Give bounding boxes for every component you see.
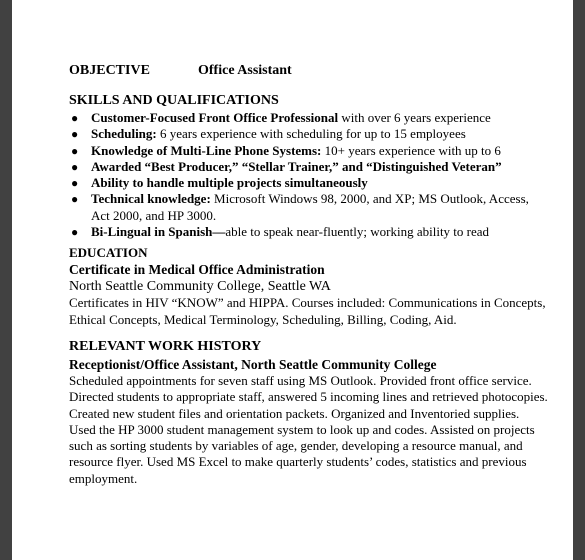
skill-text: Microsoft Windows 98, 2000, and XP; MS Outlook, Access, Act 2000, and HP 3000. — [91, 191, 529, 223]
list-item — [69, 191, 549, 224]
work-position: Receptionist/Office Assistant, North Seattle Community College — [69, 356, 437, 372]
list-item — [69, 159, 549, 175]
skills-heading: SKILLS AND QUALIFICATIONS — [69, 93, 279, 108]
education-heading: EDUCATION — [69, 245, 148, 261]
education-section — [69, 244, 549, 328]
list-item — [69, 126, 549, 142]
skills-list — [69, 110, 549, 240]
resume-content — [69, 62, 549, 487]
objective-value: Office Assistant — [198, 63, 292, 78]
bullet-icon: ● — [71, 127, 79, 142]
bullet-icon: ● — [71, 176, 79, 191]
bullet-icon: ● — [71, 111, 79, 125]
skill-text: 10+ years experience with up to 6 — [321, 142, 501, 158]
skill-text: able to speak near-fluently; working ability to read — [225, 224, 490, 240]
skill-bold: Knowledge of Multi-Line Phone Systems: — [91, 142, 322, 158]
list-item — [69, 224, 549, 240]
objective-row — [69, 62, 549, 80]
work-heading: RELEVANT WORK HISTORY — [69, 338, 262, 354]
objective-label: OBJECTIVE — [69, 63, 150, 78]
list-item — [69, 143, 549, 159]
education-details: Certificates in HIV “KNOW” and HIPPA. Courses included: Communications in Concepts, Ethical Concepts, Medical Terminology, Scheduling, Billing, Coding, Aid. — [69, 295, 546, 327]
list-item — [69, 110, 549, 126]
resume-page — [12, 0, 573, 560]
skill-text: 6 years experience with scheduling for up to 15 employees — [156, 126, 466, 142]
bullet-icon: ● — [71, 143, 79, 158]
skill-bold: Scheduling: — [91, 126, 157, 142]
bullet-icon: ● — [71, 159, 79, 174]
bullet-icon: ● — [71, 225, 79, 240]
skill-text: with over 6 years experience — [338, 110, 491, 125]
education-school: North Seattle Community College, Seattle WA — [69, 279, 331, 295]
bullet-icon: ● — [71, 192, 79, 207]
list-item — [69, 175, 549, 191]
education-degree: Certificate in Medical Office Administration — [69, 262, 325, 278]
skill-bold: Technical knowledge: — [91, 191, 211, 207]
skill-bold: Ability to handle multiple projects simultaneously — [91, 175, 368, 191]
skill-bold: Customer-Focused Front Office Professional — [91, 110, 339, 125]
skill-bold: Awarded “Best Producer,” “Stellar Trainer,” and “Distinguished Veteran” — [91, 158, 502, 174]
skill-bold: Bi-Lingual in Spanish— — [91, 224, 226, 240]
work-description: Scheduled appointments for seven staff using MS Outlook. Provided front office service. Directed students to appropriate staff, answered 5 incoming lines and retrieved photocopies. Created new student files and orientation packets. Organized and Inventoried supplies. Used the HP 3000 student management system to look up and codes. Assisted on projects such as sorting students by variables of age, gender, developing a resource manual, and resource flyer. Used MS Excel to make quarterly students’ codes, statistics and previous employment. — [69, 372, 548, 486]
work-section — [69, 338, 549, 487]
